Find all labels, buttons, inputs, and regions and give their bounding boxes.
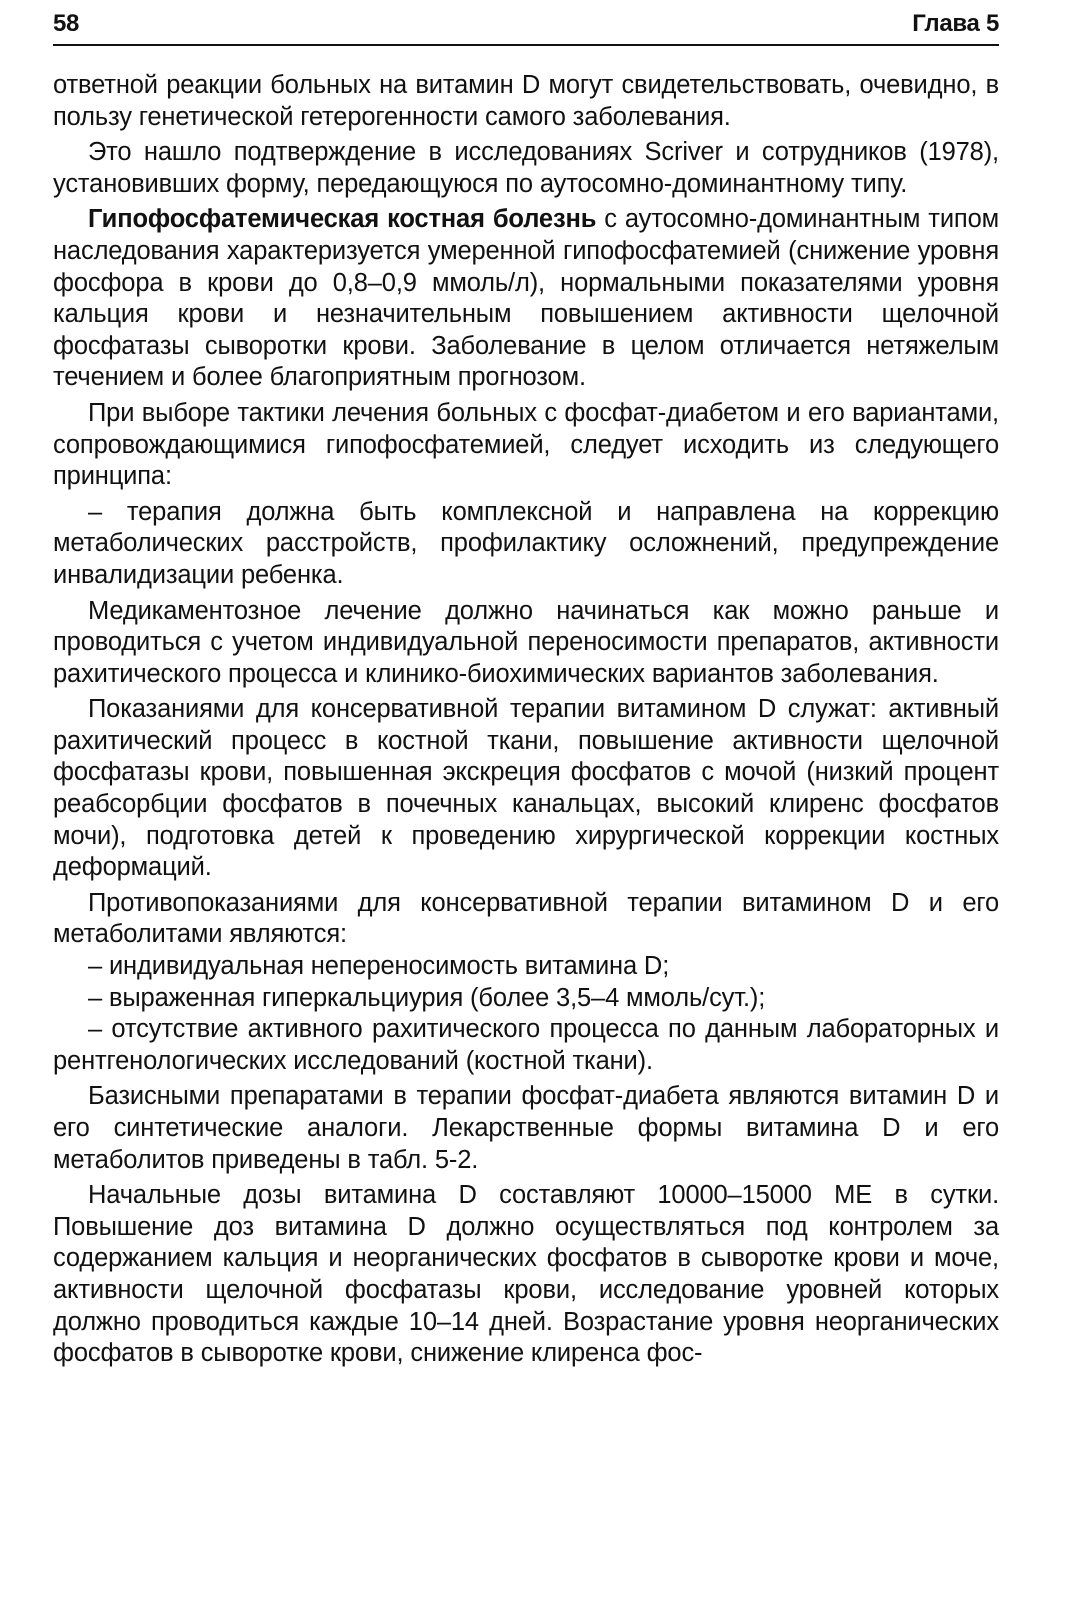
paragraph-continuation: ответной реакции больных на витамин D могут свидетельствовать, очевидно, в пользу генетической гетерогенности самого заболевания. bbox=[53, 71, 999, 131]
term-heading: Гипофосфатемическая костная болезнь bbox=[88, 205, 597, 234]
list-item-principle: – терапия должна быть комплексной и направлена на коррекцию метаболических расстройств, профилактику осложнений, предупреждение инвалидизации ребенка. bbox=[53, 497, 999, 589]
paragraph-treatment-tactics: При выборе тактики лечения больных с фосфат-диабетом и его вариантами, сопровождающимися гипофосфатемией, следует исходить из следующего принципа: bbox=[53, 398, 999, 491]
body-text bbox=[53, 70, 999, 1370]
paragraph-medication: Медикаментозное лечение должно начинаться как можно раньше и проводиться с учетом индивидуальной переносимости препаратов, активности рахитического процесса и клинико-биохимических вариантов заболевания. bbox=[53, 596, 999, 688]
list-item-hypercalciuria: – выраженная гиперкальциурия (более 3,5–4 ммоль/сут.); bbox=[88, 983, 766, 1012]
list-item-intolerance: – индивидуальная непереносимость витамина D; bbox=[88, 952, 670, 981]
chapter-title: Глава 5 bbox=[912, 10, 999, 37]
page-number: 58 bbox=[53, 10, 80, 37]
running-head bbox=[53, 10, 999, 46]
book-page bbox=[53, 10, 999, 1374]
list-item-no-active-process: – отсутствие активного рахитического процесса по данным лабораторных и рентгенологических исследований (костной ткани). bbox=[53, 1015, 999, 1075]
paragraph-basic-drugs: Базисными препаратами в терапии фосфат-диабета являются витамин D и его синтетические аналоги. Лекарственные формы витамина D и его метаболитов приведены в табл. 5-2. bbox=[53, 1082, 999, 1174]
term-definition: с аутосомно-доминантным типом наследования характеризуется умеренной гипофосфатемией (снижение уровня фосфора в крови до 0,8–0,9 ммоль/л), нормальными показателями уровня кальция крови и незначительным повышением активности щелочной фосфатазы сыворотки крови. Заболевание в целом отличается нетяжелым течением и более благоприятным прогнозом. bbox=[53, 205, 1000, 392]
paragraph-initial-doses: Начальные дозы витамина D составляют 10000–15000 МЕ в сутки. Повышение доз витамина D должно осуществляться под контролем за содержанием кальция и неорганических фосфатов в сыворотке крови и моче, активности щелочной фосфатазы крови, исследование уровней которых должно проводиться каждые 10–14 дней. Возрастание уровня неорганических фосфатов в сыворотке крови, снижение клиренса фос- bbox=[53, 1181, 999, 1368]
paragraph-indications: Показаниями для консервативной терапии витамином D служат: активный рахитический процесс в костной ткани, повышение активности щелочной фосфатазы крови, повышенная экскреция фосфатов с мочой (низкий процент реабсорбции фосфатов в почечных канальцах, высокий клиренс фосфатов мочи), подготовка детей к проведению хирургической коррекции костных деформаций. bbox=[53, 695, 999, 882]
paragraph-hypophosphatemic-bone-disease bbox=[53, 204, 999, 394]
paragraph-contraindications: Противопоказаниями для консервативной терапии витамином D и его метаболитами являются: bbox=[53, 888, 999, 949]
paragraph-scriver: Это нашло подтверждение в исследованиях Scriver и сотрудников (1978), установивших форму, передающуюся по аутосомно-доминантному типу. bbox=[53, 138, 999, 198]
